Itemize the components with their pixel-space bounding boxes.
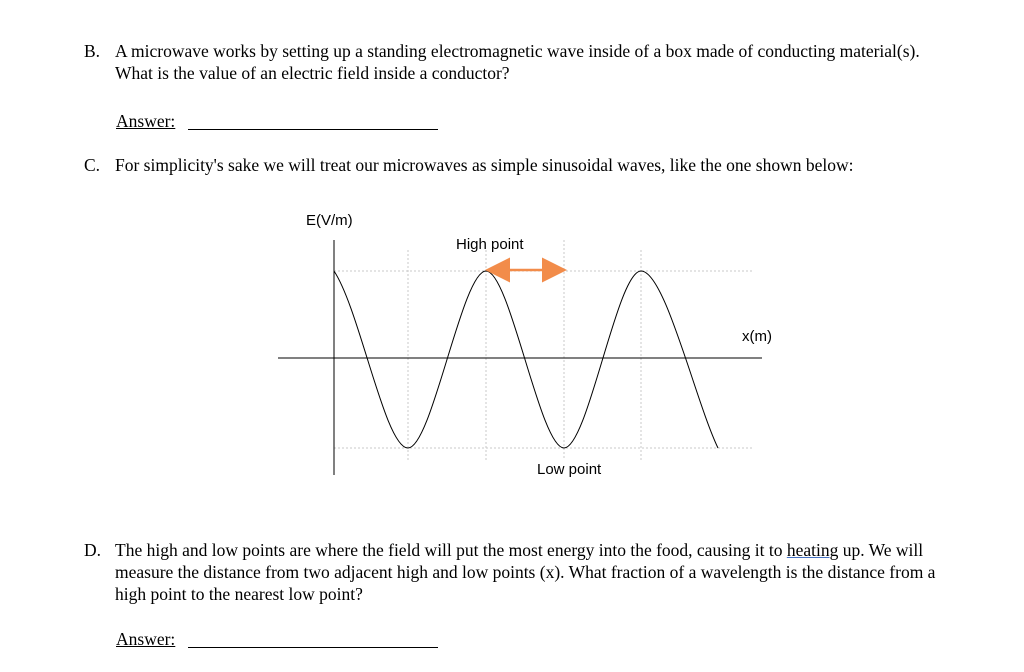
question-b-text: A microwave works by setting up a standing electromagnetic wave inside of a box made of conducting material(s). What is the value of an electric field inside a conductor? (115, 41, 920, 83)
low-point-label: Low point (537, 461, 602, 478)
answer-d-field[interactable] (116, 628, 175, 650)
guide-lines (334, 240, 752, 460)
y-axis-label: E(V/m) (306, 212, 353, 229)
question-c-letter: C. (84, 155, 101, 175)
answer-d-label: Answer: (116, 629, 176, 649)
question-d-text-after: up. We will measure the distance from two adjacent high and low points (x). What fraction of a wavelength is the distance from a high point to the nearest low point? (115, 540, 936, 604)
answer-b-label: Answer: (116, 111, 176, 131)
question-c-text: For simplicity's sake we will treat our microwaves as simple sinusoidal waves, like the one shown below: (115, 155, 854, 175)
question-d-text-before: The high and low points are where the field will put the most energy into the food, causing it to (115, 540, 787, 560)
x-axis-label: x(m) (742, 328, 772, 345)
high-point-label: High point (456, 236, 524, 253)
sine-wave (334, 271, 718, 448)
question-b-letter: B. (84, 41, 101, 61)
question-d-underlined-word: heating (786, 540, 839, 560)
answer-d-line[interactable] (188, 647, 438, 648)
question-d-text (115, 539, 945, 605)
question-d-letter: D. (84, 540, 102, 560)
